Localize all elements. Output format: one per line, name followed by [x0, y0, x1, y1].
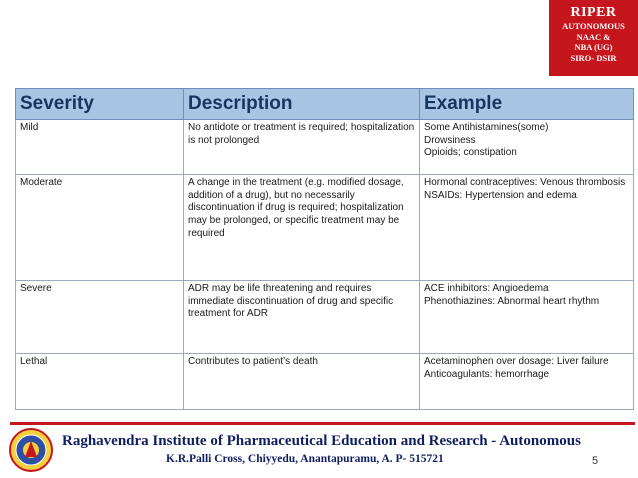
table-row [16, 175, 634, 281]
institute-seal-icon [8, 427, 54, 473]
example-text: Opioids; constipation [424, 147, 517, 159]
header-severity: Severity [16, 89, 184, 120]
example-text: Drowsiness [424, 134, 476, 146]
badge-title: RIPER [570, 5, 617, 20]
description-text: ADR may be life threatening and requires immediate discontinuation of drug and specific treatment for ADR [188, 283, 394, 320]
header-description: Description [184, 89, 420, 120]
example-text: Phenothiazines: Abnormal heart rhythm [424, 295, 600, 307]
badge-line: NBA (UG) [574, 42, 613, 52]
badge-line: NAAC & [576, 31, 611, 42]
severity-table [15, 88, 634, 410]
description-cell [184, 175, 420, 281]
example-cell [420, 120, 634, 175]
table-row [16, 120, 634, 175]
severity-cell: Mild [16, 120, 184, 175]
page-number: 5 [592, 455, 599, 467]
description-text: Contributes to patient’s death [188, 356, 318, 367]
severity-cell: Severe [16, 281, 184, 354]
example-text: NSAIDs: Hypertension and edema [424, 189, 577, 201]
table-header-row [16, 89, 634, 120]
description-cell [184, 120, 420, 175]
table-row [16, 281, 634, 354]
footer-divider [10, 422, 635, 425]
description-text: No antidote or treatment is required; hospitalization is not prolonged [188, 122, 415, 146]
description-text: A change in the treatment (e.g. modified dosage, addition of a drug), but no necessarily discontinuation if drug is required; hospitalization may be prolonged, or specific treatment may be required [188, 177, 404, 239]
example-text: ACE inhibitors: Angioedema [424, 283, 549, 294]
example-cell [420, 354, 634, 410]
example-text: Some Antihistamines(some) [424, 122, 549, 133]
example-cell [420, 281, 634, 354]
example-text: Acetaminophen over dosage: Liver failure [424, 356, 609, 367]
badge-line: AUTONOMOUS [562, 21, 625, 31]
severity-cell: Lethal [16, 354, 184, 410]
description-cell [184, 281, 420, 354]
severity-cell: Moderate [16, 175, 184, 281]
table-row [16, 354, 634, 410]
example-cell [420, 175, 634, 281]
badge-line: SIRO- DSIR [570, 52, 617, 63]
header-example: Example [420, 89, 634, 120]
example-text: Hormonal contraceptives: Venous thrombosis [424, 177, 626, 188]
example-text: Anticoagulants: hemorrhage [424, 368, 550, 380]
institute-address: K.R.Palli Cross, Chiyyedu, Anantapuramu, A. P- 515721 [166, 453, 444, 465]
riper-badge [549, 0, 638, 76]
institute-name: Raghavendra Institute of Pharmaceutical Education and Research - Autonomous [62, 433, 581, 449]
description-cell [184, 354, 420, 410]
